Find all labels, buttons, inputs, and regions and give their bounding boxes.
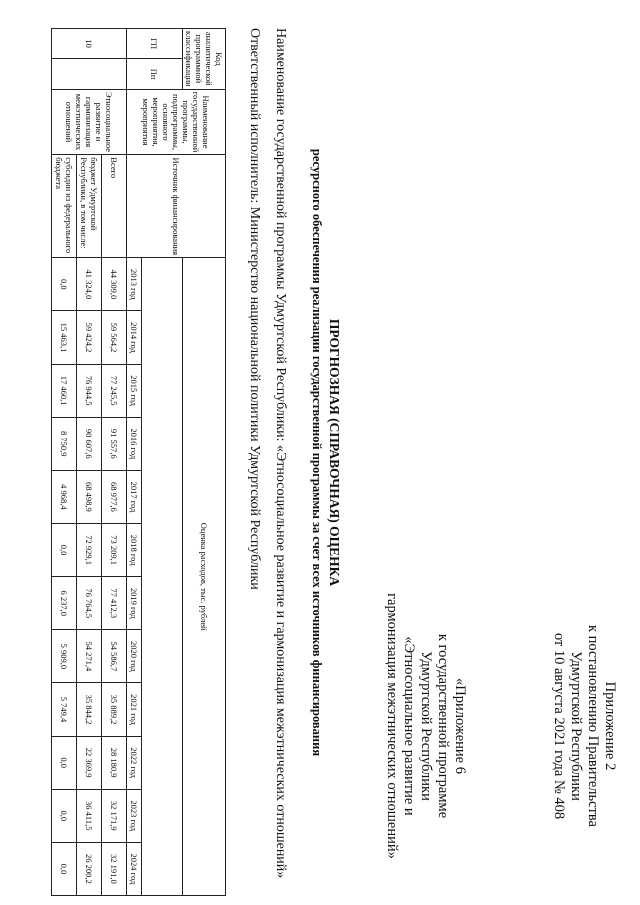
value-cell: 4 968,4 (52, 470, 77, 523)
value-cell: 59 564,2 (102, 311, 127, 364)
value-cell: 17 460,1 (52, 364, 77, 417)
value-cell: 54 586,7 (102, 630, 127, 683)
name-header: Наименование государственной программы, подпрограммы, основного мероприятия, мероприятия (127, 89, 226, 155)
source-cell: субсидии из федерального бюджета (52, 155, 77, 258)
value-cell: 73 209,1 (102, 524, 127, 577)
year-header: 2018 год (127, 524, 142, 577)
value-cell: 28 180,9 (102, 736, 127, 789)
year-header: 2023 год (127, 789, 142, 842)
value-cell: 54 271,4 (77, 630, 102, 683)
year-header: 2013 год (127, 258, 142, 311)
value-cell: 32 191,0 (102, 842, 127, 895)
program-appendix-line: к государственной программе (435, 633, 451, 819)
value-cell: 0,0 (52, 736, 77, 789)
responsible-executor: Ответственный исполнитель: Министерство национальной политики Удмуртской Республики (247, 28, 262, 590)
value-cell: 22 369,9 (77, 736, 102, 789)
program-appendix-line: гармонизация межэтнических отношений» (384, 593, 400, 859)
year-header: 2015 год (127, 364, 142, 417)
pp-header: Пп (127, 59, 183, 89)
table-row (52, 29, 77, 896)
table-row (77, 29, 102, 896)
gp-cell: 10 (52, 29, 127, 59)
value-cell: 6 237,0 (52, 577, 77, 630)
value-cell: 44 309,0 (102, 258, 127, 311)
year-header: 2021 год (127, 683, 142, 736)
appendix-header-line: Приложение 2 (602, 681, 618, 771)
value-cell: 91 557,6 (102, 417, 127, 470)
estimate-header: Оценка расходов, тыс. рублей (183, 258, 226, 896)
program-appendix-line: Удмуртской Республики (418, 651, 434, 801)
table-row (102, 29, 127, 896)
value-cell: 90 607,6 (77, 417, 102, 470)
value-cell: 77 245,5 (102, 364, 127, 417)
appendix-header-line: к постановлению Правительства (585, 625, 601, 827)
value-cell: 5 909,0 (52, 630, 77, 683)
program-name: Наименование государственной программы Удмуртской Республики: «Этносоциальное развитие и гармонизация межэтнических отношений» (273, 28, 288, 879)
value-cell: 76 944,5 (77, 364, 102, 417)
pp-cell (52, 59, 127, 89)
year-header: 2019 год (127, 577, 142, 630)
year-header: 2024 год (127, 842, 142, 895)
value-cell: 26 200,2 (77, 842, 102, 895)
value-cell: 77 412,3 (102, 577, 127, 630)
value-cell: 68 977,6 (102, 470, 127, 523)
source-cell: бюджет Удмуртской Республики, в том числе: (77, 155, 102, 258)
value-cell: 8 750,9 (52, 417, 77, 470)
code-header: Код аналитической программной классификации (183, 29, 226, 90)
value-cell: 0,0 (52, 524, 77, 577)
value-cell: 32 171,9 (102, 789, 127, 842)
value-cell: 36 411,5 (77, 789, 102, 842)
document-title: ПРОГНОЗНАЯ (СПРАВОЧНАЯ) ОЦЕНКА (327, 318, 342, 587)
value-cell: 5 749,4 (52, 683, 77, 736)
value-cell: 0,0 (52, 842, 77, 895)
source-header: Источник финансирования (127, 155, 226, 258)
program-appendix-line: «Приложение 6 (452, 678, 468, 774)
appendix-header (550, 556, 618, 896)
program-name-cell: Этносоциальное развитие и гармонизация межэтнических отношений (52, 89, 127, 155)
value-cell: 59 424,2 (77, 311, 102, 364)
value-cell: 35 889,2 (102, 683, 127, 736)
appendix-header-line: от 10 августа 2021 года № 408 (551, 632, 567, 820)
year-header: 2020 год (127, 630, 142, 683)
value-cell: 72 929,1 (77, 524, 102, 577)
year-header: 2022 год (127, 736, 142, 789)
appendix-header-line: Удмуртской Республики (568, 651, 584, 801)
value-cell: 41 324,0 (77, 258, 102, 311)
source-cell: Всего (102, 155, 127, 258)
document-subtitle: ресурсного обеспечения реализации государственной программы за счет всех источников финансирования (310, 148, 324, 757)
value-cell: 68 498,9 (77, 470, 102, 523)
gp-header: ГП (127, 29, 183, 59)
value-cell: 35 844,2 (77, 683, 102, 736)
program-appendix-line: «Этносоциальное развитие и (401, 636, 417, 816)
year-header: 2014 год (127, 311, 142, 364)
value-cell: 15 463,1 (52, 311, 77, 364)
year-header: 2017 год (127, 470, 142, 523)
value-cell: 0,0 (52, 789, 77, 842)
value-cell: 76 764,5 (77, 577, 102, 630)
funding-table (51, 28, 226, 896)
value-cell: 0,0 (52, 258, 77, 311)
program-appendix-header (383, 556, 468, 896)
estimate-spacer (142, 258, 183, 896)
year-header: 2016 год (127, 417, 142, 470)
